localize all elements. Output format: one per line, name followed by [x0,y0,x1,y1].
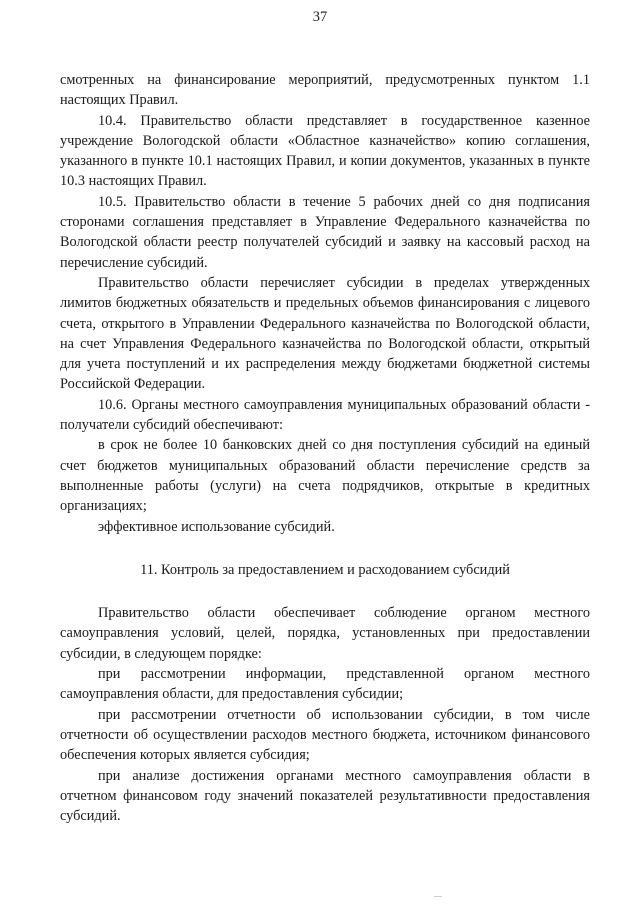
paragraph-control-reporting: при рассмотрении отчетности об использовании субсидии, в том числе отчетности об осуществлении расходов местного бюджета, источником финансового обеспечения которых является субсидия; [60,706,590,764]
paragraph-control-analysis: при анализе достижения органами местного самоуправления области в отчетном финансовом году значений показателей результативности предоставления субсидий. [60,767,590,825]
page-number: 37 [312,9,328,25]
section-heading: 11. Контроль за предоставлением и расходованием субсидий [140,561,510,578]
paragraph-control-info: при рассмотрении информации, представленной органом местного самоуправления области, для предоставления субсидии; [60,666,590,703]
paragraph-effective-use: эффективное использование субсидий. [98,518,335,535]
scan-mark [434,890,442,897]
document-body [60,70,590,826]
paragraph-control-intro: Правительство области обеспечивает соблюдение органом местного самоуправления условий, целей, порядка, установленных при предоставлении субсидии, в следующем порядке: [60,605,590,662]
paragraph-10-6: 10.6. Органы местного самоуправления муниципальных образований области - получатели субсидий обеспечивают: [60,396,590,434]
paragraph-continuation: смотренных на финансирование мероприятий, предусмотренных пунктом 1.1 настоящих Правил. [60,72,590,109]
paragraph-10-5: 10.5. Правительство области в течение 5 рабочих дней со дня подписания сторонами соглашения представляет в Управление Федерального казначейства по Вологодской области реестр получателей субсидий и заявку на кассовый расход на перечисление субсидий. [60,193,590,271]
paragraph-term: в срок не более 10 банковских дней со дня поступления субсидий на единый счет бюджетов муниципальных образований области перечисление средств за выполненные работы (услуги) на счета подрядчиков, открытые в кредитных организациях; [60,437,590,515]
paragraph-transfer: Правительство области перечисляет субсидии в пределах утвержденных лимитов бюджетных обязательств и предельных объемов финансирования с лицевого счета, открытого в Управлении Федерального казначейства по Вологодской области, на счет Управления Федерального казначейства по Вологодской области, открытый для учета поступлений и их распределения между бюджетами бюджетной системы Российской Федерации. [60,274,590,393]
paragraph-10-4: 10.4. Правительство области представляет в государственное казенное учреждение Вологодской области «Областное казначейство» копию соглашения, указанного в пункте 10.1 настоящих Правил, и копии документов, указанных в пункте 10.3 настоящих Правил. [60,112,590,190]
